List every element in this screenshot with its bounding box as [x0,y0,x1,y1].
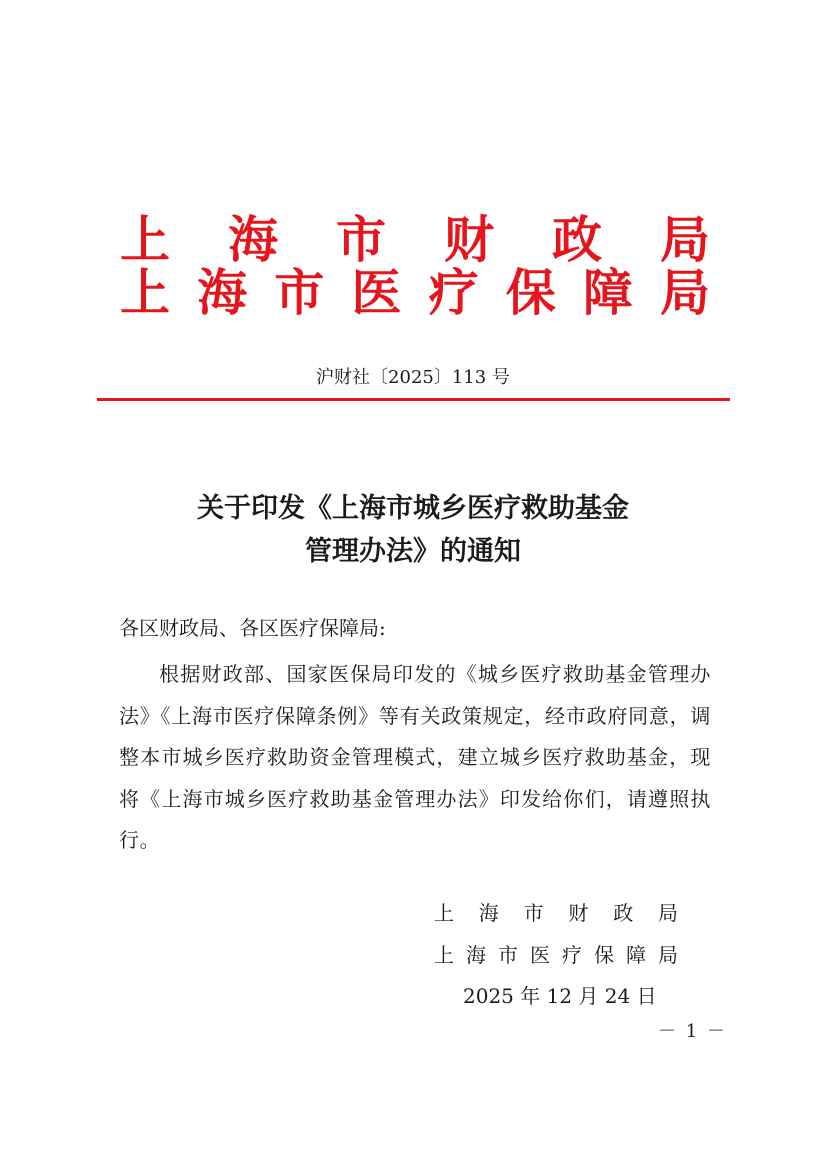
signature-char: 疗 [562,943,582,967]
issuer-char: 海 [197,263,248,322]
issuer-char: 海 [228,210,278,269]
signature-char: 医 [530,943,550,967]
red-divider [97,398,730,401]
signature-date: 2025 年 12 月 24 日 [463,984,657,1008]
signature-char: 障 [626,943,646,967]
page-number: － 1 － [658,1021,727,1042]
signature-char: 财 [568,901,589,925]
signature-char: 上 [434,901,454,925]
signature-char: 局 [658,943,678,967]
issuer-char: 医 [351,263,402,322]
signature-char: 海 [478,901,499,925]
issuer-char: 市 [274,263,325,322]
signature-char: 政 [613,901,634,925]
signature-char: 海 [466,943,486,967]
issuer-finance-bureau [120,212,710,268]
issuer-char: 市 [336,210,386,269]
body-paragraph: 根据财政部、国家医保局印发的《城乡医疗救助基金管理办法》《上海市医疗保障条例》等有关政策规定，经市政府同意，调整本市城乡医疗救助资金管理模式，建立城乡医疗救助基金，现将《上海市城乡医疗救助基金管理办法》印发给你们，请遵照执行。 [119,662,711,852]
signature-medical-security-bureau [434,941,678,969]
issuer-char: 障 [582,263,633,322]
salutation: 各区财政局、各区医疗保障局: [119,616,386,640]
signature-char: 局 [657,901,678,925]
issuer-char: 局 [660,210,710,269]
issuer-char: 保 [505,263,556,322]
document-number: 沪财社〔2025〕113 号 [316,367,510,388]
document-title-line-2: 管理办法》的通知 [305,536,521,567]
signature-char: 上 [434,943,454,967]
issuer-char: 财 [444,210,494,269]
issuer-char: 上 [120,263,170,322]
document-title-line-1: 关于印发《上海市城乡医疗救助基金 [197,493,629,524]
issuer-char: 疗 [428,263,479,322]
issuer-char: 上 [120,210,170,269]
signature-char: 市 [523,901,544,925]
signature-char: 市 [498,943,518,967]
issuer-medical-security-bureau [120,265,710,321]
issuer-char: 局 [659,263,710,322]
signature-finance-bureau [434,899,678,927]
signature-char: 保 [594,943,614,967]
issuer-char: 政 [552,210,602,269]
